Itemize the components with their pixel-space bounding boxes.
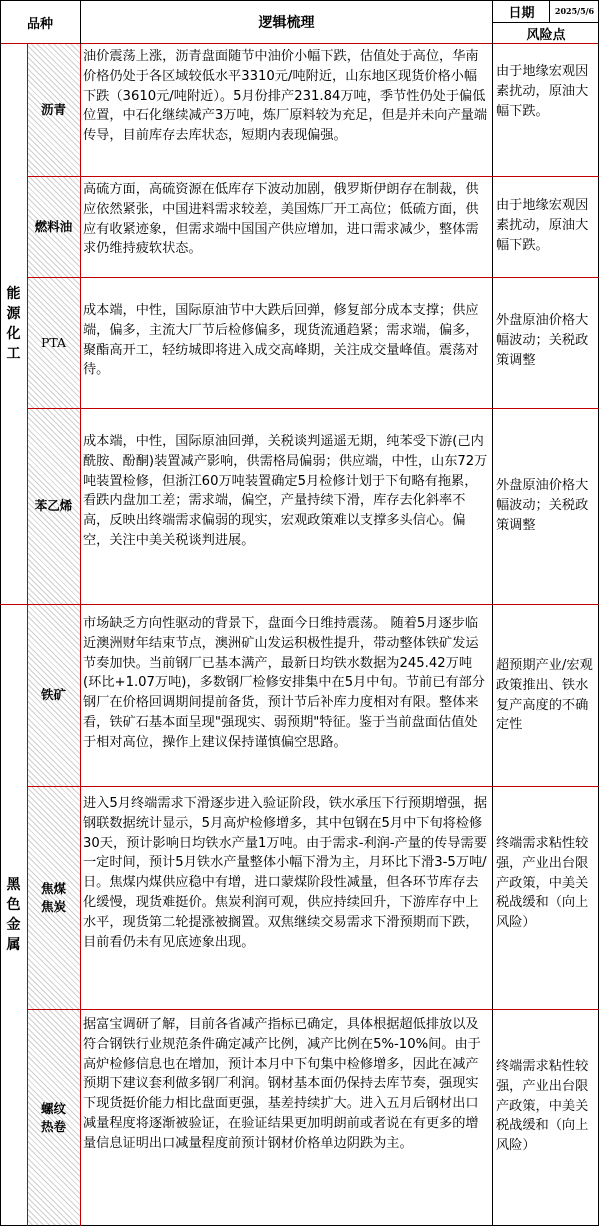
- risk-text: 终端需求粘性较强，产业出台限产政策，中美关税战缓和（向上风险）: [496, 836, 589, 931]
- logic-asphalt: [80, 44, 493, 176]
- risk-pta: [493, 277, 599, 408]
- logic-text: 进入5月终端需求下滑逐步进入验证阶段，铁水承压下行预期增强，据钢联数据统计显示，5月高炉检修增多，其中包钢在5月中下旬将检修30天，预计影响日均铁水产量1万吨。由于需求-利润-产量的传导需要一定时间，预计5月铁水产量整体小幅下滑为主，月环比下滑3-5万吨/日。焦煤内煤供应稳中有增，进口蒙煤阶段性减量，但各环节库存去化缓慢，现货难挺价。焦炭利润可观，供应持续回升，下游库存中上水平，现货第二轮提涨被搁置。双焦继续交易需求下滑预期而下跌，目前看仍未有见底迹象出现。: [83, 796, 488, 950]
- risk-coking-coal-coke: [493, 786, 599, 1009]
- header-product-label: 品种: [26, 16, 53, 32]
- risk-text: 终端需求粘性较强，产业出台限产政策，中美关税战缓和（向上风险）: [496, 1059, 589, 1154]
- risk-text: 外盘原油价格大幅波动；关税政策调整: [496, 313, 589, 368]
- logic-fuel-oil: [80, 176, 493, 277]
- header-logic-label: 逻辑梳理: [258, 15, 315, 31]
- logic-coking-coal-coke: [80, 786, 493, 1009]
- logic-text: 成本端，中性，国际原油节中大跌后回弹，修复部分成本支撑；供应端，偏多，主流大厂节后检修偏多，现货流通趋紧；需求端，偏多，聚酯高开工，轻纺城即将进入成交高峰期，关注成交量峰值。震荡对待。: [83, 303, 479, 378]
- risk-text: 外盘原油价格大幅波动；关税政策调整: [496, 478, 589, 533]
- header-product: [0, 0, 80, 44]
- logic-pta: [80, 277, 493, 408]
- product-iron-ore: [27, 604, 80, 786]
- product-label: 沥青: [40, 102, 66, 117]
- product-coking-coal-coke: [27, 786, 80, 1009]
- product-label: PTA: [40, 334, 67, 350]
- product-label: 铁矿: [40, 687, 66, 702]
- header-date-value: [550, 0, 599, 22]
- product-styrene: [27, 408, 80, 604]
- date-value: 2025/5/6: [554, 6, 595, 16]
- risk-rebar-hot-coil: [493, 1009, 599, 1226]
- product-rebar-hot-coil: [27, 1009, 80, 1226]
- product-asphalt: [27, 44, 80, 176]
- header-risk-label: 风险点: [526, 27, 566, 43]
- logic-text: 成本端，中性，国际原油回弹，关税谈判遥遥无期，纯苯受下游(己内酰胺、酚酮)装置减产影响，供需格局偏弱；供应端，中性，山东72万吨装置检修，但浙江60万吨装置确定5月检修计划于下旬略有拖累，看跌内盘加工差；需求端，偏空，产量持续下滑，库存去化斜率不高，反映出终端需求偏弱的现实，宏观政策难以支撑多头信心。偏空，关注中美关税谈判进展。: [83, 434, 488, 548]
- logic-rebar-hot-coil: [80, 1009, 493, 1226]
- product-label: 焦煤焦炭: [40, 880, 66, 914]
- logic-text: 高硫方面，高硫资源在低库存下波动加剧，俄罗斯伊朗存在制裁，供应依然紧张，中国进料需求较差，美国炼厂开工高位；低硫方面，供应有收紧迹象，但需求端中国国产供应增加，进口需求减少，整体需求仍维持疲软状态。: [83, 182, 479, 257]
- logic-iron-ore: [80, 604, 493, 786]
- risk-text: 由于地缘宏观因素扰动，原油大幅下跌。: [496, 64, 589, 119]
- logic-text: 市场缺乏方向性驱动的背景下，盘面今日维持震荡。 随着5月逐步临近澳洲财年结束节点，澳洲矿山发运积极性提升，带动整体铁矿发运节奏加快。当前钢厂已基本满产，最新日均铁水数据为245.42万吨 (环比+1.07万吨)，多数钢厂检修安排集中在5月中旬。节前已有部分钢厂在价格回调期间提前备货，预计节后补库力度相对有限。整体来看，铁矿石基本面呈现"强现实、弱预期"特征。鉴于当前盘面估值处于相对高位，操作上建议保持谨慎偏空思路。: [83, 616, 485, 750]
- sector-label: 黑色金属: [6, 877, 21, 953]
- logic-text: 油价震荡上涨，沥青盘面随节中油价小幅下跌，估值处于高位，华南价格仍处于各区域较低水平3310元/吨附近，山东地区现货价格小幅下跌（3610元/吨附近）。5月份排产231.84万吨，季节性仍处于偏低位置，中石化继续减产3万吨，炼厂原料较为充足，但是并未向产量端传导，目前库存去库状态，短期内表现偏强。: [83, 49, 488, 144]
- product-label: 苯乙烯: [34, 498, 73, 513]
- risk-asphalt: [493, 44, 599, 176]
- product-pta: [27, 277, 80, 408]
- risk-fuel-oil: [493, 176, 599, 277]
- sector-label: 能源化工: [6, 286, 21, 362]
- header-date-label: [493, 0, 550, 22]
- logic-text: 据富宝调研了解，目前各省减产指标已确定，具体根据超低排放以及符合钢铁行业规范条件确定减产比例，减产比例在5%-10%间。由于高炉检修信息也在增加，预计本月中下旬集中检修增多，因此在减产预期下建议套利做多钢厂利润。钢材基本面仍保持去库节奏，强现实下现货挺价能力相比盘面更强，基差持续扩大。进入五月后钢材出口减量程度将逐渐被验证，在验证结果更加明朗前或者说在有更多的增量信息证明出口减量程度前预计钢材价格单边阴跌为主。: [83, 1017, 481, 1151]
- product-fuel-oil: [27, 176, 80, 277]
- sector-energy-chemicals: [0, 44, 27, 604]
- date-label: 日期: [508, 5, 535, 21]
- product-label: 燃料油: [34, 218, 73, 234]
- risk-text: 超预期产业/宏观政策推出、铁水复产高度的不确定性: [496, 658, 593, 733]
- header-logic: [80, 0, 493, 44]
- risk-styrene: [493, 408, 599, 604]
- risk-text: 由于地缘宏观因素扰动，原油大幅下跌。: [496, 198, 589, 253]
- header-risk: [493, 22, 599, 44]
- product-label: 螺纹热卷: [40, 1100, 66, 1134]
- logic-styrene: [80, 408, 493, 604]
- sector-ferrous-metals: [0, 604, 27, 1226]
- risk-iron-ore: [493, 604, 599, 786]
